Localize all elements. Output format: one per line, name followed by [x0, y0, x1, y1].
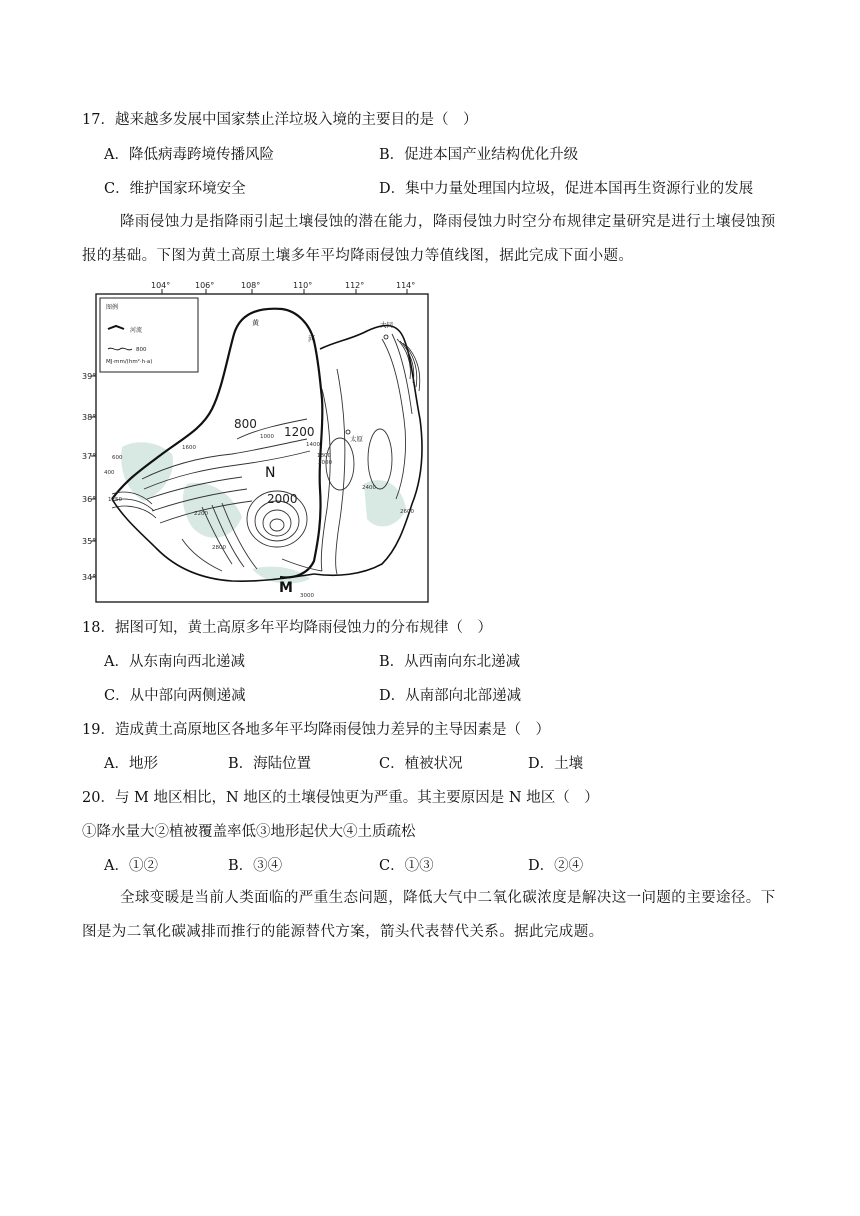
lon-110: 110° — [293, 281, 313, 290]
svg-text:1000: 1000 — [260, 434, 274, 440]
legend-river-label: 河流 — [130, 327, 143, 334]
lon-114: 114° — [396, 281, 416, 290]
lat-39: 39° — [82, 372, 97, 381]
label-he: 河 — [308, 335, 315, 343]
q18-stem: 18．据图可知，黄土高原多年平均降雨侵蚀力的分布规律（ ） — [82, 620, 492, 636]
svg-text:2600: 2600 — [400, 509, 414, 515]
svg-text:1250: 1250 — [108, 497, 122, 503]
q17-option-a: A．降低病毒跨境传播风险 — [104, 147, 274, 163]
svg-text:400: 400 — [104, 470, 115, 476]
q17-option-d: D．集中力量处理国内垃圾，促进本国再生资源行业的发展 — [379, 181, 754, 197]
q20-option-c: C．①③ — [379, 858, 434, 874]
label-datong: 大同 — [380, 321, 393, 329]
q18-option-a: A．从东南向西北递减 — [104, 654, 245, 670]
lon-108: 108° — [241, 281, 261, 290]
lon-106: 106° — [195, 281, 215, 290]
passage1-line2: 报的基础。下图为黄土高原土壤多年平均降雨侵蚀力等值线图，据此完成下面小题。 — [82, 248, 634, 264]
svg-text:2200: 2200 — [194, 511, 208, 517]
q20-option-a: A．①② — [104, 858, 158, 874]
label-taiyuan: 太原 — [350, 435, 363, 443]
svg-text:2000: 2000 — [318, 460, 332, 466]
contour-label-1200: 1200 — [284, 425, 315, 439]
legend-unit: MJ·mm/(hm²·h·a) — [106, 359, 153, 365]
svg-text:1600: 1600 — [182, 445, 196, 451]
erosivity-contour-map — [82, 279, 434, 605]
lat-34: 34° — [82, 573, 97, 582]
q19-option-a: A．地形 — [104, 756, 158, 772]
lat-36: 36° — [82, 495, 97, 504]
q20-option-b: B．③④ — [228, 858, 283, 874]
lat-35: 35° — [82, 537, 97, 546]
passage2-line2: 图是为二氧化碳减排而推行的能源替代方案，箭头代表替代关系。据此完成题。 — [82, 924, 604, 940]
contour-label-800: 800 — [234, 417, 257, 431]
svg-text:2800: 2800 — [212, 545, 226, 551]
svg-text:1800: 1800 — [317, 453, 331, 459]
q20-statements: ①降水量大②植被覆盖率低③地形起伏大④土质疏松 — [82, 824, 416, 840]
q18-option-c: C．从中部向两侧递减 — [104, 688, 246, 704]
q19-stem: 19．造成黄土高原地区各地多年平均降雨侵蚀力差异的主导因素是（ ） — [82, 722, 550, 738]
legend-contour-value: 800 — [136, 347, 147, 353]
q18-option-d: D．从南部向北部递减 — [379, 688, 522, 704]
svg-text:2400: 2400 — [362, 485, 376, 491]
q19-option-d: D．土壤 — [528, 756, 584, 772]
label-huang: 黄 — [252, 319, 259, 327]
lon-104: 104° — [151, 281, 171, 290]
q17-stem: 17．越来越多发展中国家禁止洋垃圾入境的主要目的是（ ） — [82, 112, 478, 128]
svg-text:1400: 1400 — [306, 442, 320, 448]
passage1-line1: 降雨侵蚀力是指降雨引起土壤侵蚀的潜在能力，降雨侵蚀力时空分布规律定量研究是进行土壤侵蚀预 — [120, 214, 776, 230]
svg-text:3000: 3000 — [300, 593, 314, 599]
q18-option-b: B．从西南向东北递减 — [379, 654, 521, 670]
q17-option-b: B．促进本国产业结构优化升级 — [379, 147, 579, 163]
q19-option-c: C．植被状况 — [379, 756, 463, 772]
q20-option-d: D．②④ — [528, 858, 584, 874]
lon-112: 112° — [345, 281, 365, 290]
point-n: N — [265, 465, 276, 481]
contour-label-2000: 2000 — [267, 492, 298, 506]
svg-text:600: 600 — [112, 455, 123, 461]
q19-option-b: B．海陆位置 — [228, 756, 312, 772]
passage2-line1: 全球变暖是当前人类面临的严重生态问题，降低大气中二氧化碳浓度是解决这一问题的主要途径。下 — [120, 890, 776, 906]
legend-title: 图例 — [106, 304, 119, 311]
lat-37: 37° — [82, 452, 97, 461]
point-m: M — [279, 580, 293, 596]
q20-stem: 20．与 M 地区相比，N 地区的土壤侵蚀更为严重。其主要原因是 N 地区（ ） — [82, 790, 599, 806]
lat-38: 38° — [82, 413, 97, 422]
q17-option-c: C．维护国家环境安全 — [104, 181, 246, 197]
